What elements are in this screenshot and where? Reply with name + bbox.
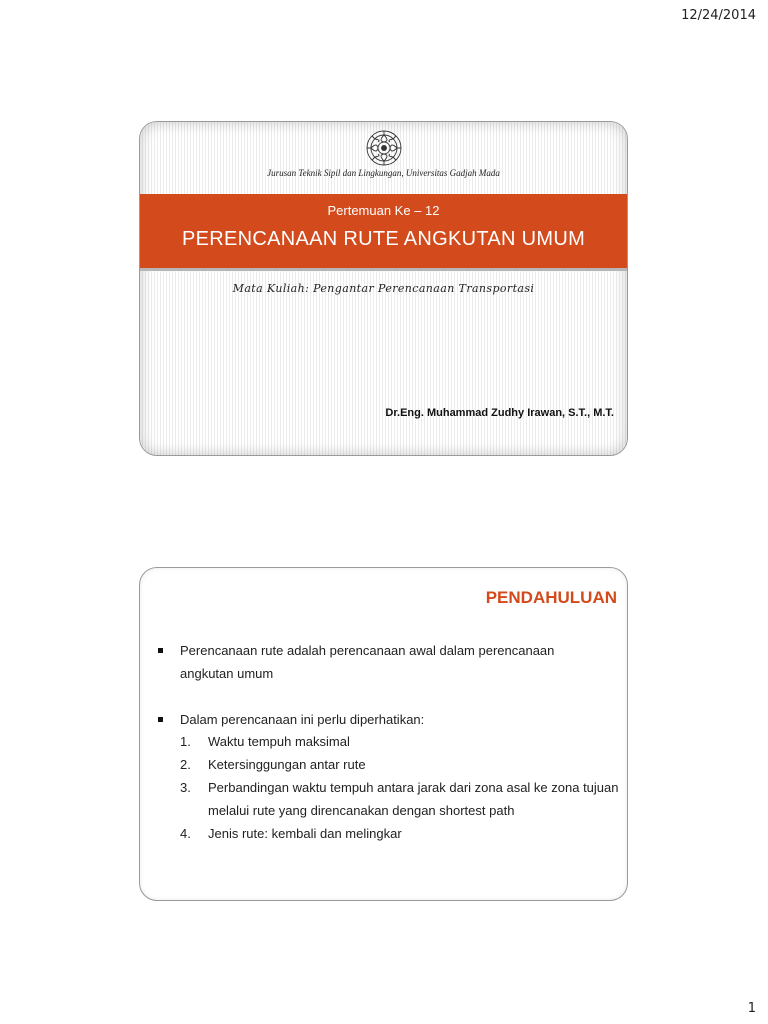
page-number: 1 [747, 1001, 756, 1016]
university-emblem-icon [364, 128, 404, 168]
bullet-item [158, 708, 600, 731]
list-item-number: 2. [180, 757, 191, 772]
bullet-item [158, 639, 600, 685]
list-item-text: Waktu tempuh maksimal [208, 734, 350, 749]
list-item [180, 730, 628, 753]
intro-slide [139, 567, 628, 901]
department-name: Jurusan Teknik Sipil dan Lingkungan, Universitas Gadjah Mada [267, 168, 500, 178]
numbered-list [180, 730, 628, 845]
list-item-number: 3. [180, 780, 191, 795]
bullet-text: Perencanaan rute adalah perencanaan awal dalam perencanaan angkutan umum [180, 643, 555, 681]
list-item [180, 753, 628, 776]
list-item-text: Ketersinggungan antar rute [208, 757, 366, 772]
title-slide [139, 121, 628, 456]
slide-title: PERENCANAAN RUTE ANGKUTAN UMUM [181, 228, 586, 250]
author-name: Dr.Eng. Muhammad Zudhy Irawan, S.T., M.T. [385, 407, 614, 419]
list-item-text: Perbandingan waktu tempuh antara jarak dari zona asal ke zona tujuan melalui rute yang direncanakan dengan shortest path [208, 780, 619, 818]
list-item-text: Jenis rute: kembali dan melingkar [208, 826, 402, 841]
list-item-number: 1. [180, 734, 191, 749]
bullet-square-icon [158, 717, 163, 722]
list-item [180, 822, 628, 845]
page-date: 12/24/2014 [681, 8, 756, 23]
list-item [180, 776, 628, 822]
slide-heading: PENDAHULUAN [485, 588, 617, 607]
list-item-number: 4. [180, 826, 191, 841]
session-number: Pertemuan Ke – 12 [327, 203, 440, 218]
bullet-square-icon [158, 648, 163, 653]
bullet-text: Dalam perencanaan ini perlu diperhatikan: [180, 712, 425, 727]
title-banner [140, 194, 627, 271]
course-name: Mata Kuliah: Pengantar Perencanaan Transportasi [232, 282, 535, 295]
